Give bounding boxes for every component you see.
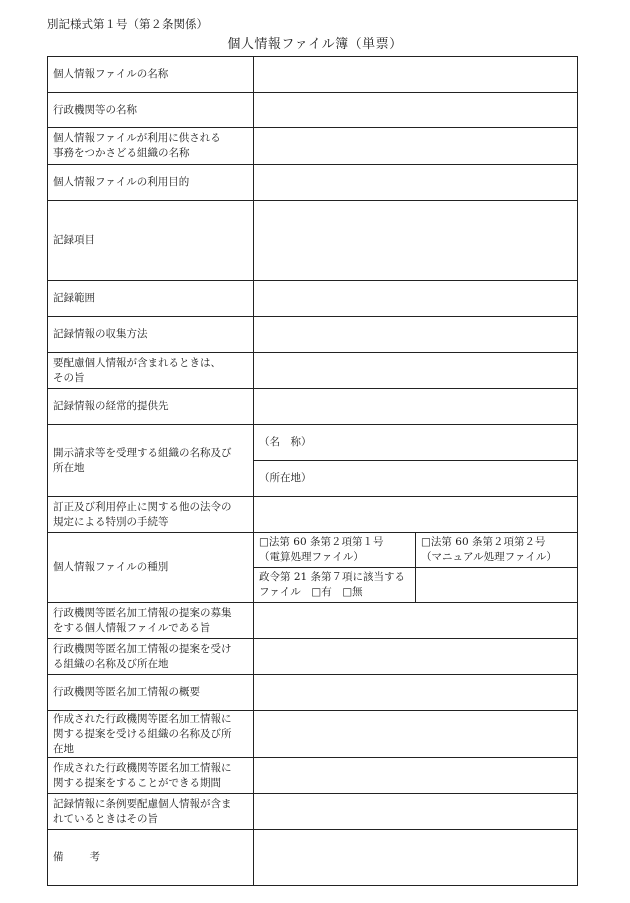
field-collection-method[interactable]: [254, 317, 578, 353]
table-row: [48, 281, 578, 317]
field-anon-proposal-org[interactable]: [254, 639, 578, 675]
row-label-special-procedures: 訂正及び利用停止に関する他の法令の 規定による特別の手続等: [48, 497, 254, 533]
row-label-created-anon-org: 作成された行政機関等匿名加工情報に 関する提案を受ける組織の名称及び所 在地: [48, 711, 254, 758]
table-row: [48, 603, 578, 639]
table-row: [48, 639, 578, 675]
row-label-record-scope: 記録範囲: [48, 281, 254, 317]
table-row: [48, 317, 578, 353]
row-label-sensitive-info: 要配慮個人情報が含まれるときは、 その旨: [48, 353, 254, 389]
row-label-purpose: 個人情報ファイルの利用目的: [48, 165, 254, 201]
row-label-anon-proposal-file: 行政機関等匿名加工情報の提案の募集 をする個人情報ファイルである旨: [48, 603, 254, 639]
field-file-name[interactable]: [254, 57, 578, 93]
table-row: [48, 425, 578, 461]
field-anon-proposal-file[interactable]: [254, 603, 578, 639]
field-record-scope[interactable]: [254, 281, 578, 317]
row-label-org-name: 個人情報ファイルが利用に供される 事務をつかさどる組織の名称: [48, 128, 254, 165]
remarks-char-2: 考: [89, 851, 100, 863]
field-agency-name[interactable]: [254, 93, 578, 128]
row-label-disclosure-org: 開示請求等を受理する組織の名称及び 所在地: [48, 425, 254, 497]
table-row: [48, 353, 578, 389]
table-row: [48, 389, 578, 425]
table-row: [48, 675, 578, 711]
row-label-collection-method: 記録情報の収集方法: [48, 317, 254, 353]
field-purpose[interactable]: [254, 165, 578, 201]
row-label-record-items: 記録項目: [48, 201, 254, 281]
table-row: [48, 497, 578, 533]
table-row: [48, 830, 578, 886]
field-file-type-blank: [416, 568, 578, 603]
field-special-procedures[interactable]: [254, 497, 578, 533]
row-label-regular-recipients: 記録情報の経常的提供先: [48, 389, 254, 425]
row-label-anon-overview: 行政機関等匿名加工情報の概要: [48, 675, 254, 711]
register-table: [47, 56, 578, 886]
field-org-name[interactable]: [254, 128, 578, 165]
row-label-remarks: [48, 830, 254, 886]
row-label-ordinance-sensitive: 記録情報に条例要配慮個人情報が含ま れているときはその旨: [48, 794, 254, 830]
field-disclosure-name[interactable]: （名 称）: [254, 425, 578, 461]
table-row: [48, 165, 578, 201]
table-row: [48, 794, 578, 830]
field-disclosure-address[interactable]: （所在地）: [254, 461, 578, 497]
field-created-anon-org[interactable]: [254, 711, 578, 758]
remarks-char-1: 備: [53, 851, 64, 863]
row-label-file-type: 個人情報ファイルの種別: [48, 533, 254, 603]
field-created-anon-period[interactable]: [254, 758, 578, 794]
field-remarks[interactable]: [254, 830, 578, 886]
table-row: [48, 201, 578, 281]
row-label-agency-name: 行政機関等の名称: [48, 93, 254, 128]
row-label-anon-proposal-org: 行政機関等匿名加工情報の提案を受け る組織の名称及び所在地: [48, 639, 254, 675]
field-sensitive-info[interactable]: [254, 353, 578, 389]
field-record-items[interactable]: [254, 201, 578, 281]
table-row: [48, 93, 578, 128]
table-row: [48, 758, 578, 794]
table-row: [48, 128, 578, 165]
checkbox-ordinance-applicable[interactable]: 政令第 21 条第７項に該当する ファイル □有 □無: [254, 568, 416, 603]
row-label-created-anon-period: 作成された行政機関等匿名加工情報に 関する提案をすることができる期間: [48, 758, 254, 794]
table-row: [48, 57, 578, 93]
row-label-file-name: 個人情報ファイルの名称: [48, 57, 254, 93]
field-anon-overview[interactable]: [254, 675, 578, 711]
checkbox-electronic-file[interactable]: □法第 60 条第２項第１号 （電算処理ファイル）: [254, 533, 416, 568]
form-label: 別記様式第１号（第２条関係）: [47, 17, 208, 31]
field-regular-recipients[interactable]: [254, 389, 578, 425]
field-ordinance-sensitive[interactable]: [254, 794, 578, 830]
table-row: [48, 711, 578, 758]
table-row: [48, 533, 578, 568]
checkbox-manual-file[interactable]: □法第 60 条第２項第２号 （マニュアル処理ファイル）: [416, 533, 578, 568]
page-title: 個人情報ファイル簿（単票）: [227, 37, 403, 52]
